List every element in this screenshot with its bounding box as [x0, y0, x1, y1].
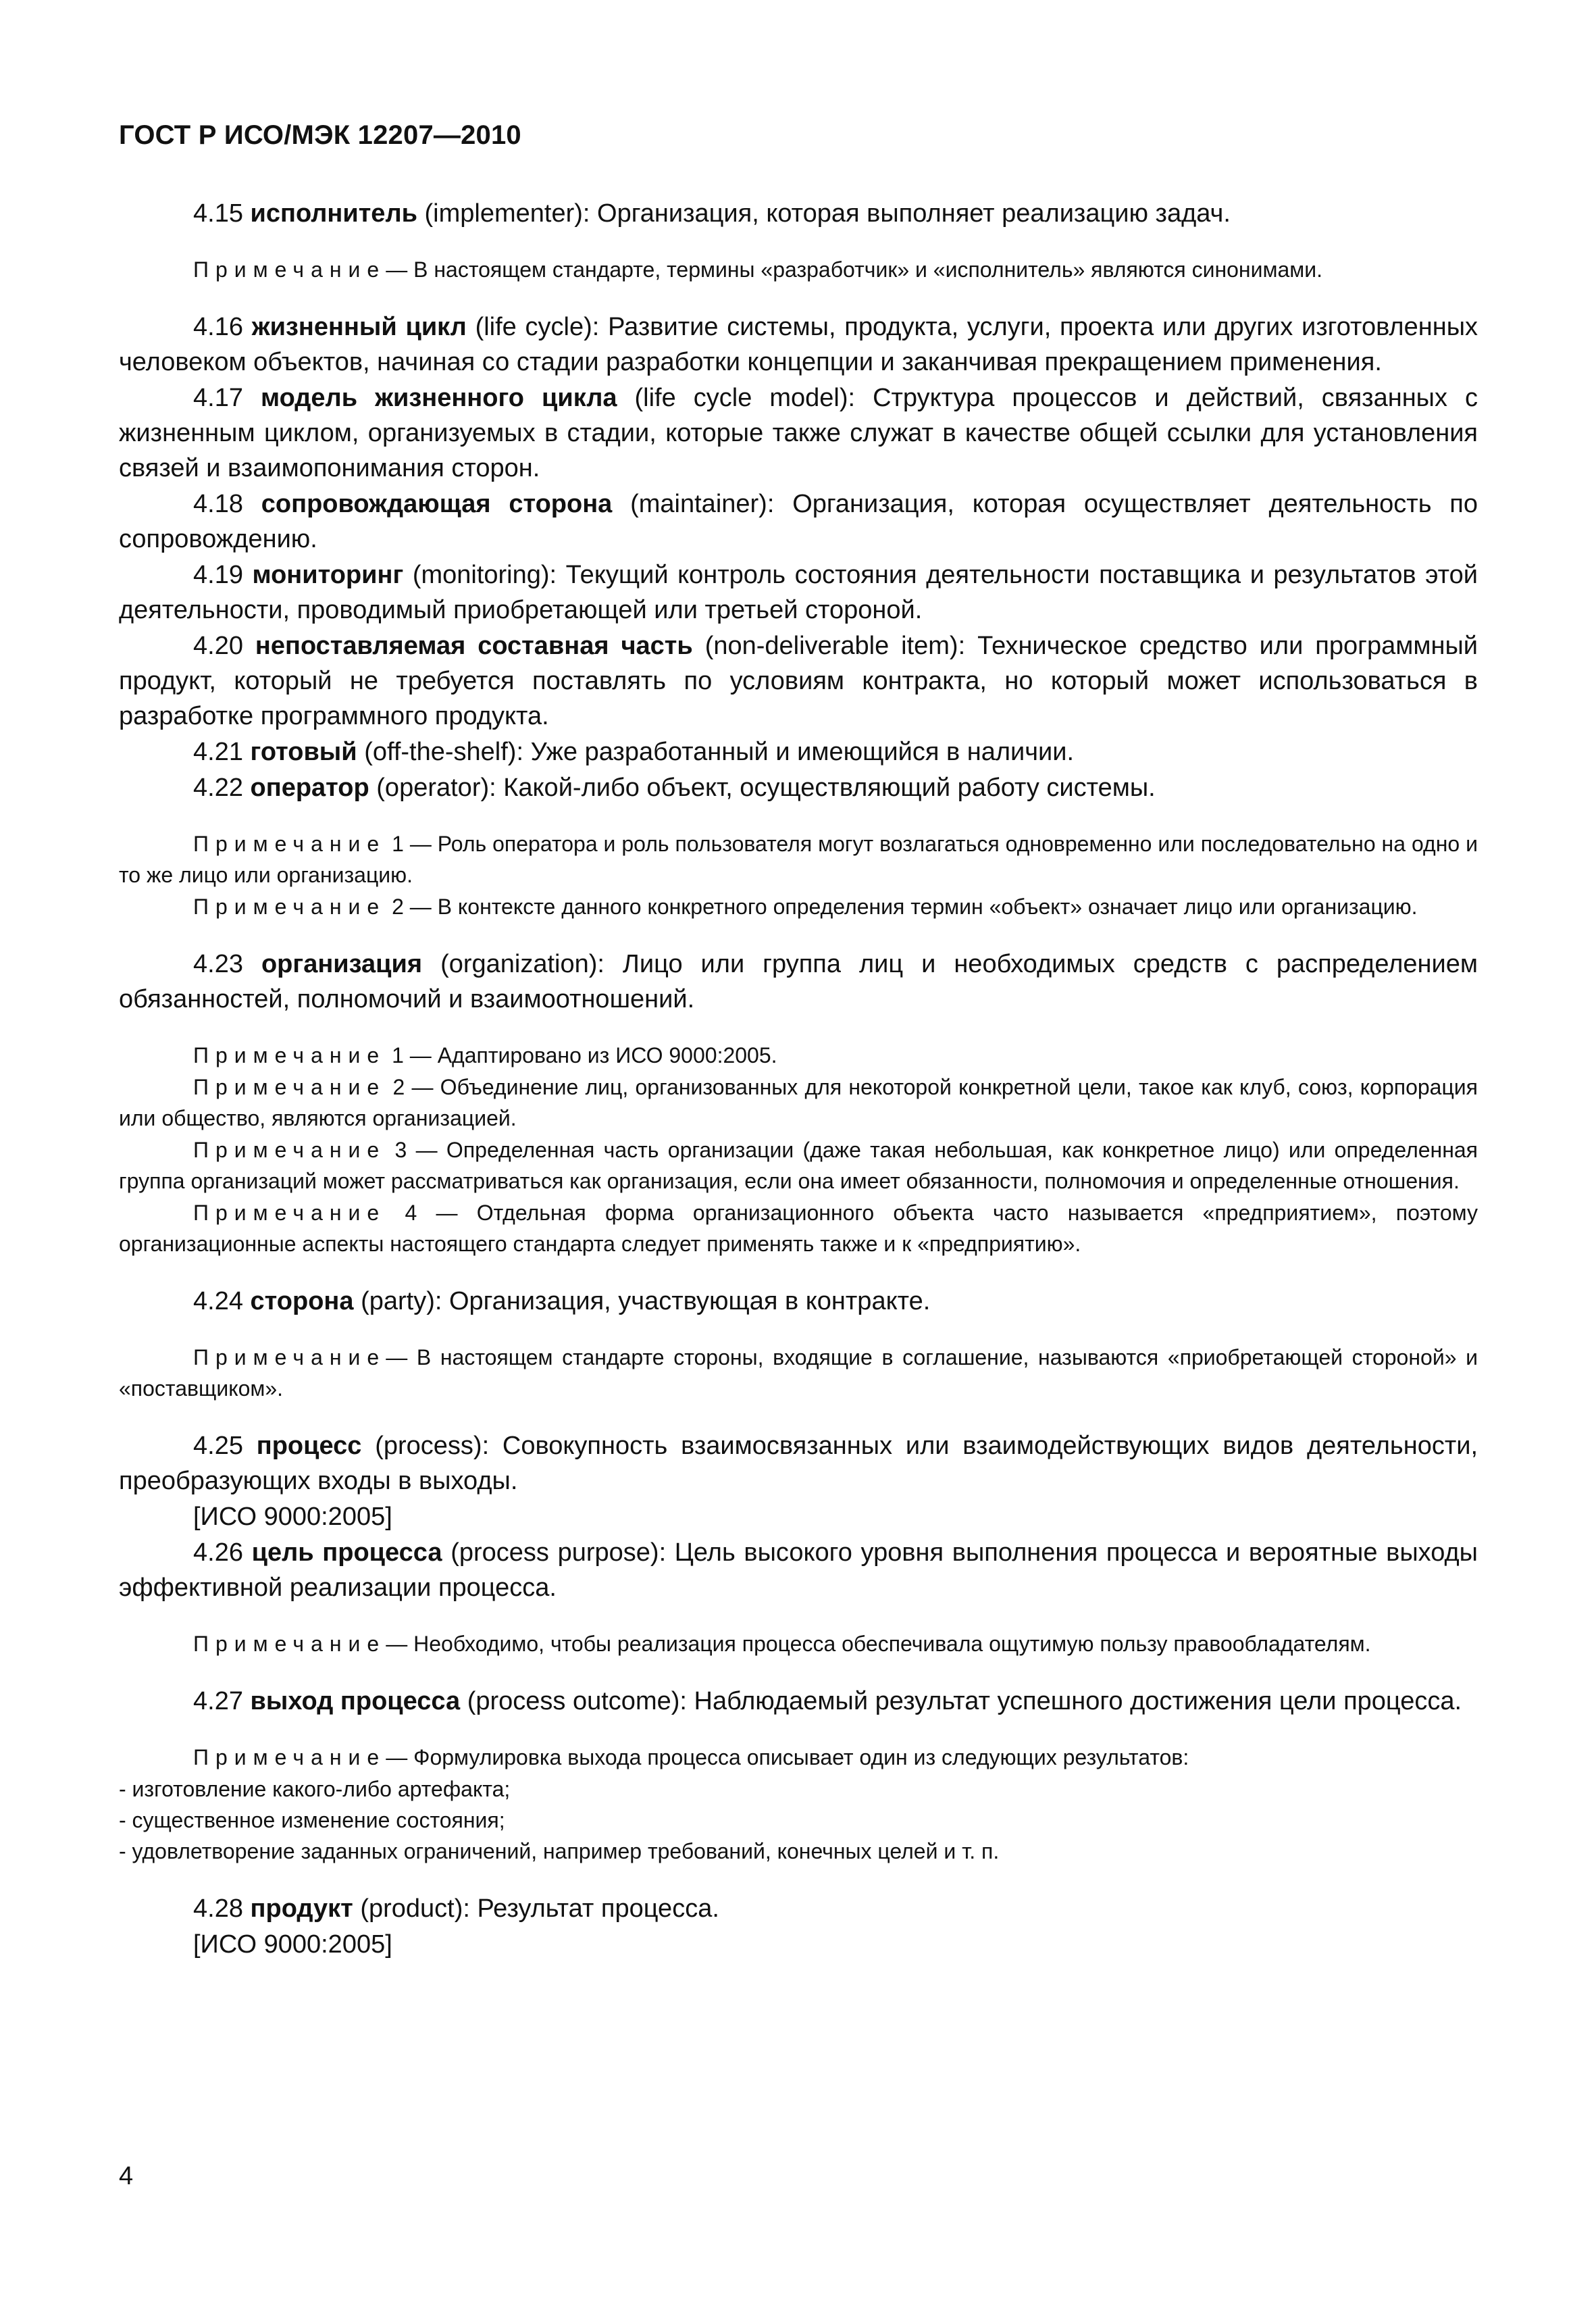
term-definition: (life cycle): Развитие системы, продукта, услуги, проекта или других изготовленных человеком объектов, начиная со стадии разработки концепции и заканчивая прекращением применения.	[119, 313, 1478, 376]
note-4-23-3	[119, 1134, 1478, 1197]
note-label: Примечание	[193, 895, 386, 919]
note-4-23-4	[119, 1197, 1478, 1259]
term-number: 4.24	[193, 1287, 243, 1315]
term-name: модель жизненного цикла	[260, 384, 617, 412]
note-4-27	[119, 1742, 1478, 1773]
term-4-20	[119, 628, 1478, 734]
note-text: — Необходимо, чтобы реализация процесса обеспечивала ощутимую пользу правообладателям.	[386, 1632, 1371, 1656]
term-number: 4.23	[193, 950, 243, 978]
term-number: 4.22	[193, 774, 243, 802]
term-number: 4.26	[193, 1538, 243, 1567]
note-4-23-1	[119, 1040, 1478, 1071]
term-name: процесс	[256, 1432, 362, 1460]
term-definition: (monitoring): Текущий контроль состояния деятельности поставщика и результатов этой деятельности, проводимый приобретающей или третьей стороной.	[119, 561, 1478, 624]
reference-4-28: [ИСО 9000:2005]	[193, 1930, 392, 1959]
note-text: — В настоящем стандарте стороны, входящие в соглашение, называются «приобретающей стороной» и «поставщиком».	[119, 1345, 1478, 1401]
term-4-16	[119, 309, 1478, 380]
term-4-25	[119, 1428, 1478, 1499]
term-4-17	[119, 380, 1478, 486]
list-item: - существенное изменение состояния;	[119, 1808, 505, 1832]
note-label: Примечание	[193, 1345, 386, 1369]
term-4-23	[119, 947, 1478, 1017]
note-label: Примечание	[193, 832, 386, 856]
term-number: 4.25	[193, 1432, 243, 1460]
term-definition: (party): Организация, участвующая в контракте.	[361, 1287, 931, 1315]
term-4-27	[119, 1684, 1478, 1719]
note-text: 1 — Адаптировано из ИСО 9000:2005.	[386, 1043, 777, 1067]
note-label: Примечание	[193, 1745, 386, 1769]
note-text: — Формулировка выхода процесса описывает один из следующих результатов:	[386, 1745, 1189, 1769]
term-number: 4.28	[193, 1894, 243, 1923]
term-number: 4.15	[193, 199, 243, 228]
list-item: - удовлетворение заданных ограничений, например требований, конечных целей и т. п.	[119, 1839, 1000, 1863]
note-label: Примечание	[193, 1075, 386, 1099]
term-number: 4.19	[193, 561, 243, 589]
term-4-19	[119, 557, 1478, 628]
note-label: Примечание	[193, 1632, 386, 1656]
reference-4-25: [ИСО 9000:2005]	[193, 1503, 392, 1531]
note-4-26	[119, 1628, 1478, 1659]
term-definition: (implementer): Организация, которая выполняет реализацию задач.	[424, 199, 1231, 228]
term-definition: (process purpose): Цель высокого уровня выполнения процесса и вероятные выходы эффективной реализации процесса.	[119, 1538, 1478, 1602]
note-text: 4 — Отдельная форма организационного объекта часто называется «предприятием», поэтому организационные аспекты настоящего стандарта следует применять также и к «предприятию».	[119, 1201, 1478, 1256]
note-label: Примечание	[193, 257, 386, 282]
term-4-28	[119, 1891, 1478, 1926]
term-number: 4.16	[193, 313, 243, 341]
term-number: 4.21	[193, 738, 243, 766]
note-label: Примечание	[193, 1138, 386, 1162]
note-4-24	[119, 1342, 1478, 1404]
term-name: оператор	[250, 774, 369, 802]
note-4-15	[119, 254, 1478, 285]
term-4-15	[119, 196, 1478, 231]
term-name: продукт	[250, 1894, 353, 1923]
note-4-22-2	[119, 891, 1478, 922]
term-number: 4.27	[193, 1687, 243, 1715]
document-body	[119, 196, 1478, 1963]
term-4-22	[119, 770, 1478, 805]
note-text: 2 — В контексте данного конкретного определения термин «объект» означает лицо или организацию.	[386, 895, 1418, 919]
term-name: мониторинг	[252, 561, 404, 589]
term-name: сопровождающая сторона	[261, 490, 613, 518]
term-definition: (organization): Лицо или группа лиц и необходимых средств с распределением обязанностей, полномочий и взаимоотношений.	[119, 950, 1478, 1013]
term-4-26	[119, 1535, 1478, 1605]
page-number: 4	[119, 2162, 134, 2190]
term-4-24	[119, 1284, 1478, 1319]
term-name: готовый	[250, 738, 357, 766]
note-label: Примечание	[193, 1043, 386, 1067]
term-number: 4.20	[193, 632, 243, 660]
term-number: 4.17	[193, 384, 243, 412]
term-definition: (operator): Какой-либо объект, осуществляющий работу системы.	[376, 774, 1156, 802]
term-4-18	[119, 486, 1478, 557]
note-text: — В настоящем стандарте, термины «разработчик» и «исполнитель» являются синонимами.	[386, 257, 1323, 282]
term-name: исполнитель	[250, 199, 417, 228]
term-name: сторона	[250, 1287, 354, 1315]
term-name: организация	[261, 950, 423, 978]
term-definition: (off-the-shelf): Уже разработанный и имеющийся в наличии.	[364, 738, 1075, 766]
note-4-22-1	[119, 828, 1478, 890]
note-text: 3 — Определенная часть организации (даже такая небольшая, как конкретное лицо) или определенная группа организаций может рассматриваться как организация, если она имеет обязанности, полномочия и определенные отношения.	[119, 1138, 1478, 1193]
term-definition: (process outcome): Наблюдаемый результат успешного достижения цели процесса.	[467, 1687, 1462, 1715]
term-definition: (process): Совокупность взаимосвязанных или взаимодействующих видов деятельности, преобразующих входы в выходы.	[119, 1432, 1478, 1495]
term-name: цель процесса	[251, 1538, 442, 1567]
term-name: выход процесса	[250, 1687, 461, 1715]
term-definition: (non-deliverable item): Техническое средство или программный продукт, который не требуется поставлять по условиям контракта, но который может использоваться в разработке программного продукта.	[119, 632, 1478, 730]
note-label: Примечание	[193, 1201, 386, 1225]
term-definition: (product): Результат процесса.	[360, 1894, 719, 1923]
note-text: 2 — Объединение лиц, организованных для некоторой конкретной цели, такое как клуб, союз, корпорация или общество, являются организацией.	[119, 1075, 1478, 1130]
term-definition: (maintainer): Организация, которая осуществляет деятельность по сопровождению.	[119, 490, 1478, 553]
list-item: - изготовление какого-либо артефакта;	[119, 1777, 511, 1801]
note-text: 1 — Роль оператора и роль пользователя могут возлагаться одновременно или последовательно на одно и то же лицо или организацию.	[119, 832, 1478, 887]
term-definition: (life cycle model): Структура процессов и действий, связанных с жизненным циклом, организуемых в стадии, которые также служат в качестве общей ссылки для установления связей и взаимопонимания сторон.	[119, 384, 1478, 482]
term-number: 4.18	[193, 490, 243, 518]
note-4-23-2	[119, 1072, 1478, 1134]
term-name: жизненный цикл	[251, 313, 467, 341]
term-4-21	[119, 734, 1478, 770]
term-name: непоставляемая составная часть	[255, 632, 693, 660]
document-header: ГОСТ Р ИСО/МЭК 12207—2010	[119, 120, 521, 150]
